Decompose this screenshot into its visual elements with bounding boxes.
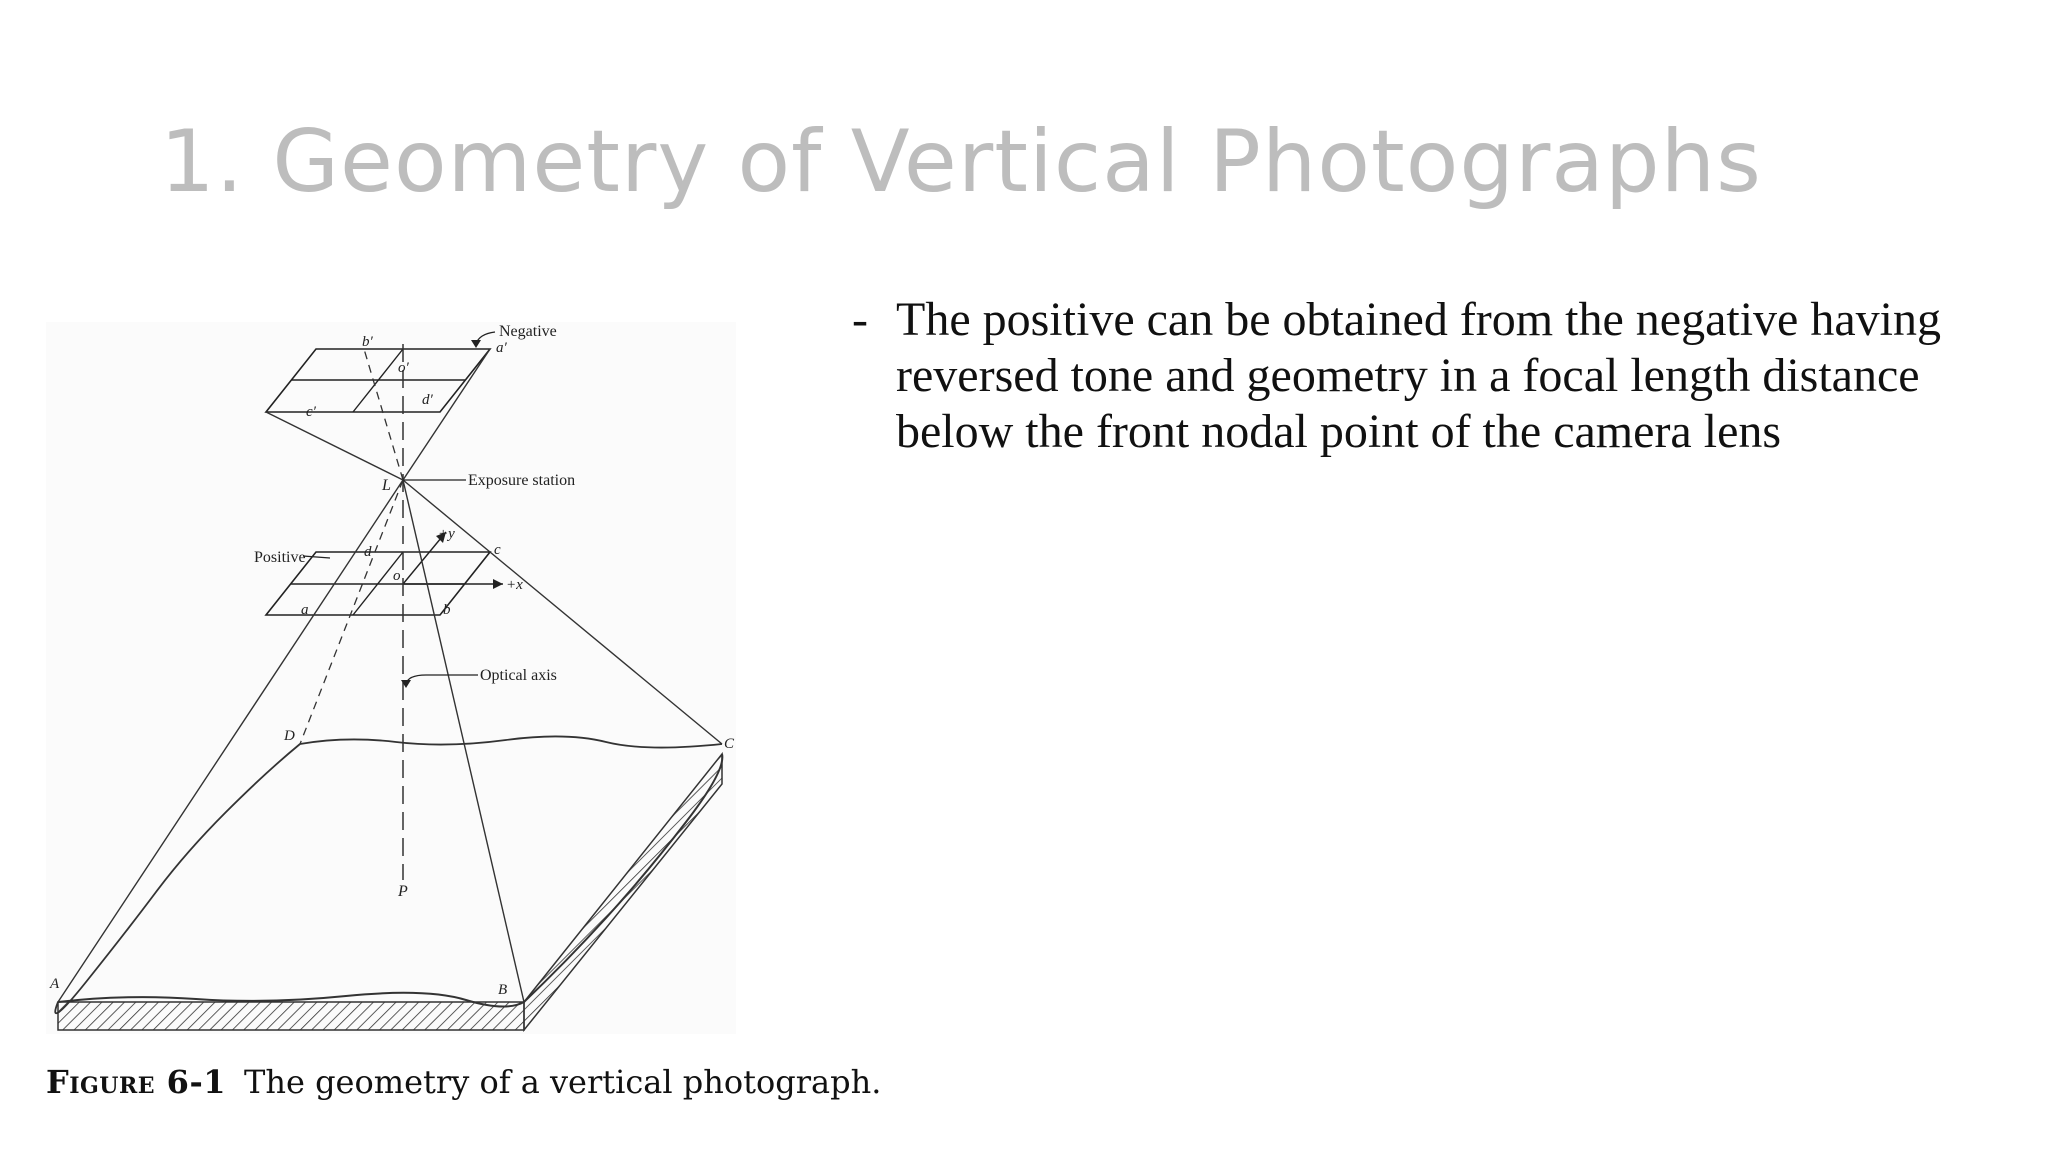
ray-L-negative-c (266, 412, 403, 480)
ground-back-edge (300, 736, 722, 747)
figure-vertical-photograph (46, 322, 736, 1034)
label-point-P: P (398, 883, 408, 900)
ground-right-hatch (524, 754, 722, 1030)
label-axis-y: +y (438, 526, 455, 542)
label-neg-b: b′ (362, 334, 373, 350)
label-negative: Negative (499, 323, 557, 340)
ground-left-edge (55, 744, 300, 1013)
ray-L-B (403, 480, 524, 1002)
figure-diagram (46, 322, 736, 1034)
slide-title: 1. Geometry of Vertical Photographs (160, 112, 1762, 212)
label-pos-d: d (364, 544, 372, 560)
label-positive: Positive (254, 549, 306, 566)
label-pos-b: b (443, 602, 451, 618)
label-neg-o: o′ (398, 360, 409, 376)
label-neg-a: a′ (496, 340, 507, 356)
label-point-B: B (498, 982, 508, 998)
label-point-C: C (724, 736, 735, 752)
figure-caption (46, 1063, 881, 1101)
label-pos-c: c (494, 542, 501, 558)
ray-L-A (58, 480, 403, 1002)
label-pos-a: a (301, 602, 309, 618)
label-point-L: L (382, 477, 391, 494)
label-neg-d: d′ (422, 392, 433, 408)
label-pos-o: o (393, 568, 401, 584)
ray-L-negative-a (403, 349, 490, 480)
bullet-marker: - (852, 293, 868, 346)
label-exposure-station: Exposure station (468, 472, 576, 489)
label-optical-axis: Optical axis (480, 667, 557, 684)
bullet-text: The positive can be obtained from the negative having reversed tone and geometry in a focal length distance below the front nodal point of the camera lens (896, 293, 1941, 458)
label-neg-c: c′ (306, 404, 316, 420)
figure-caption-text: The geometry of a vertical photograph. (244, 1063, 882, 1101)
label-point-D: D (284, 728, 295, 744)
figure-caption-number: Figure 6-1 (46, 1063, 226, 1101)
ray-L-C (403, 480, 722, 744)
ground-front-hatch (58, 1002, 524, 1030)
label-point-A: A (50, 976, 60, 992)
label-axis-x: +x (506, 577, 523, 593)
